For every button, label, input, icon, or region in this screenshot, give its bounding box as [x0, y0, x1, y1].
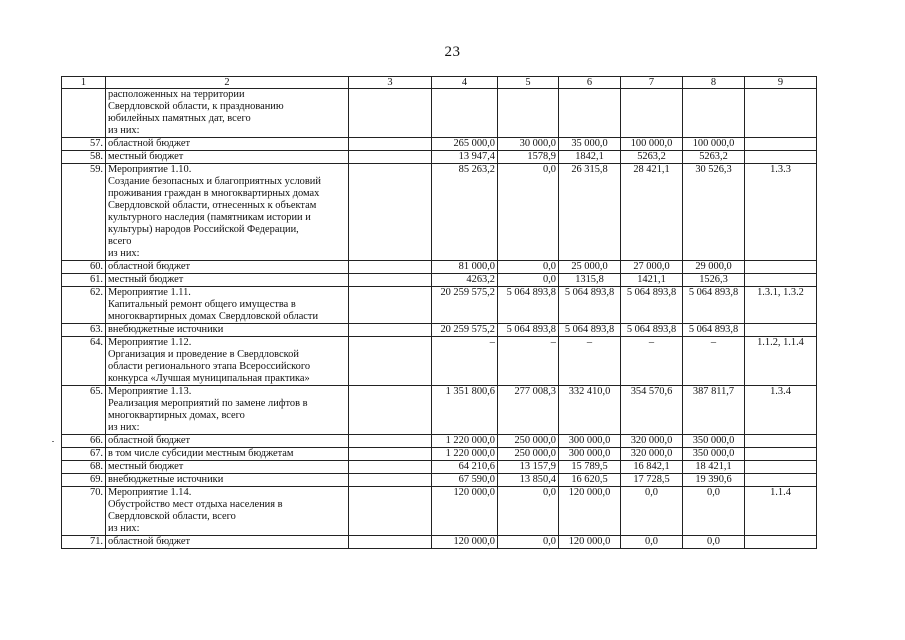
- row-number-cell: 68.: [62, 461, 106, 474]
- column-3-cell: [349, 435, 432, 448]
- year-1-cell: [498, 89, 559, 138]
- description-cell: [106, 461, 349, 474]
- column-header: 1: [62, 77, 106, 89]
- year-3-cell: 354 570,6: [621, 386, 683, 435]
- target-code-cell: [745, 448, 817, 461]
- description-line: внебюджетные источники: [108, 324, 224, 335]
- table-header-row: [62, 77, 817, 89]
- year-1-cell: –: [498, 337, 559, 386]
- total-cell: 120 000,0: [432, 536, 498, 549]
- description-line: Мероприятие 1.13.: [108, 386, 192, 397]
- column-header: 2: [106, 77, 349, 89]
- row-number-cell: 62.: [62, 287, 106, 324]
- year-2-cell: 332 410,0: [559, 386, 621, 435]
- target-code-cell: [745, 536, 817, 549]
- year-2-cell: 120 000,0: [559, 536, 621, 549]
- year-3-cell: 320 000,0: [621, 435, 683, 448]
- year-2-cell: 300 000,0: [559, 448, 621, 461]
- description-line: многоквартирных домах, всего: [108, 410, 245, 421]
- row-number-cell: 61.: [62, 274, 106, 287]
- year-4-cell: –: [683, 337, 745, 386]
- row-number-cell: 71.: [62, 536, 106, 549]
- column-header: 7: [621, 77, 683, 89]
- description-line: области регионального этапа Всероссийского: [108, 361, 311, 372]
- target-code-cell: 1.3.4: [745, 386, 817, 435]
- target-code-cell: [745, 435, 817, 448]
- description-line: областной бюджет: [108, 261, 191, 272]
- column-3-cell: [349, 337, 432, 386]
- column-3-cell: [349, 274, 432, 287]
- total-cell: 20 259 575,2: [432, 287, 498, 324]
- description-line: Мероприятие 1.11.: [108, 287, 191, 298]
- column-header: 6: [559, 77, 621, 89]
- row-number-cell: 69.: [62, 474, 106, 487]
- column-3-cell: [349, 287, 432, 324]
- column-3-cell: [349, 89, 432, 138]
- description-line: в том числе субсидии местным бюджетам: [108, 448, 294, 459]
- year-3-cell: 27 000,0: [621, 261, 683, 274]
- column-3-cell: [349, 461, 432, 474]
- table-row: [62, 274, 817, 287]
- total-cell: 85 263,2: [432, 164, 498, 261]
- column-3-cell: [349, 386, 432, 435]
- description-line: проживания граждан в многоквартирных домах: [108, 188, 320, 199]
- description-line: Свердловской области, отнесенных к объектам: [108, 200, 317, 211]
- column-header: 3: [349, 77, 432, 89]
- year-2-cell: [559, 89, 621, 138]
- column-3-cell: [349, 138, 432, 151]
- year-3-cell: 5 064 893,8: [621, 324, 683, 337]
- column-3-cell: [349, 324, 432, 337]
- description-line: юбилейных памятных дат, всего: [108, 113, 251, 124]
- year-1-cell: 250 000,0: [498, 448, 559, 461]
- year-4-cell: 18 421,1: [683, 461, 745, 474]
- table-row: [62, 164, 817, 261]
- description-cell: [106, 164, 349, 261]
- description-line: Организация и проведение в Свердловской: [108, 349, 299, 360]
- total-cell: 67 590,0: [432, 474, 498, 487]
- description-line: расположенных на территории: [108, 89, 245, 100]
- year-1-cell: 0,0: [498, 274, 559, 287]
- column-3-cell: [349, 487, 432, 536]
- description-cell: [106, 536, 349, 549]
- description-line: культурного наследия (памятникам истории и: [108, 212, 311, 223]
- table-row: [62, 536, 817, 549]
- target-code-cell: [745, 138, 817, 151]
- row-number-cell: [62, 89, 106, 138]
- column-header: 4: [432, 77, 498, 89]
- year-1-cell: 277 008,3: [498, 386, 559, 435]
- table-row: [62, 324, 817, 337]
- description-line: Мероприятие 1.12.: [108, 337, 192, 348]
- description-line: областной бюджет: [108, 138, 191, 149]
- description-line: из них:: [108, 248, 140, 259]
- page-number: 23: [444, 44, 461, 60]
- year-4-cell: 5 064 893,8: [683, 324, 745, 337]
- year-4-cell: 387 811,7: [683, 386, 745, 435]
- table-row: [62, 474, 817, 487]
- table-row: [62, 487, 817, 536]
- description-line: внебюджетные источники: [108, 474, 224, 485]
- year-4-cell: 29 000,0: [683, 261, 745, 274]
- column-3-cell: [349, 151, 432, 164]
- table-row: [62, 287, 817, 324]
- year-2-cell: 300 000,0: [559, 435, 621, 448]
- target-code-cell: [745, 324, 817, 337]
- description-line: местный бюджет: [108, 461, 184, 472]
- year-3-cell: 5263,2: [621, 151, 683, 164]
- year-3-cell: 0,0: [621, 536, 683, 549]
- description-cell: [106, 274, 349, 287]
- row-number-cell: 63.: [62, 324, 106, 337]
- year-3-cell: 28 421,1: [621, 164, 683, 261]
- description-line: местный бюджет: [108, 151, 184, 162]
- year-1-cell: 13 157,9: [498, 461, 559, 474]
- description-line: многоквартирных домах Свердловской области: [108, 311, 319, 322]
- year-1-cell: 1578,9: [498, 151, 559, 164]
- description-line: Капитальный ремонт общего имущества в: [108, 299, 296, 310]
- target-code-cell: 1.3.1, 1.3.2: [745, 287, 817, 324]
- description-line: Мероприятие 1.10.: [108, 164, 192, 175]
- target-code-cell: [745, 274, 817, 287]
- row-number-cell: 60.: [62, 261, 106, 274]
- year-1-cell: 0,0: [498, 487, 559, 536]
- description-cell: [106, 448, 349, 461]
- total-cell: [432, 89, 498, 138]
- description-cell: [106, 261, 349, 274]
- description-line: из них:: [108, 125, 140, 136]
- year-2-cell: 26 315,8: [559, 164, 621, 261]
- year-3-cell: 1421,1: [621, 274, 683, 287]
- year-3-cell: 17 728,5: [621, 474, 683, 487]
- year-2-cell: 5 064 893,8: [559, 324, 621, 337]
- target-code-cell: [745, 474, 817, 487]
- table-row: [62, 386, 817, 435]
- description-cell: [106, 138, 349, 151]
- total-cell: 64 210,6: [432, 461, 498, 474]
- description-cell: [106, 386, 349, 435]
- year-3-cell: [621, 89, 683, 138]
- table-row: [62, 151, 817, 164]
- row-number-cell: 57.: [62, 138, 106, 151]
- year-2-cell: 120 000,0: [559, 487, 621, 536]
- description-line: Свердловской области, к празднованию: [108, 101, 284, 112]
- year-4-cell: 0,0: [683, 536, 745, 549]
- year-4-cell: [683, 89, 745, 138]
- table-body: [62, 89, 817, 549]
- year-1-cell: 5 064 893,8: [498, 287, 559, 324]
- target-code-cell: [745, 461, 817, 474]
- table-row: [62, 461, 817, 474]
- description-line: областной бюджет: [108, 435, 191, 446]
- description-line: из них:: [108, 523, 140, 534]
- target-code-cell: 1.3.3: [745, 164, 817, 261]
- target-code-cell: [745, 261, 817, 274]
- table-row: [62, 337, 817, 386]
- description-cell: [106, 324, 349, 337]
- year-1-cell: 250 000,0: [498, 435, 559, 448]
- total-cell: 265 000,0: [432, 138, 498, 151]
- description-line: Создание безопасных и благоприятных условий: [108, 176, 321, 187]
- column-3-cell: [349, 448, 432, 461]
- column-3-cell: [349, 261, 432, 274]
- year-3-cell: 0,0: [621, 487, 683, 536]
- year-3-cell: 320 000,0: [621, 448, 683, 461]
- year-4-cell: 0,0: [683, 487, 745, 536]
- total-cell: 1 220 000,0: [432, 435, 498, 448]
- year-4-cell: 19 390,6: [683, 474, 745, 487]
- year-2-cell: –: [559, 337, 621, 386]
- description-cell: [106, 435, 349, 448]
- table-row: [62, 435, 817, 448]
- year-2-cell: 15 789,5: [559, 461, 621, 474]
- year-2-cell: 5 064 893,8: [559, 287, 621, 324]
- column-header: 8: [683, 77, 745, 89]
- row-number-cell: 65.: [62, 386, 106, 435]
- target-code-cell: [745, 89, 817, 138]
- target-code-cell: [745, 151, 817, 164]
- year-4-cell: 350 000,0: [683, 448, 745, 461]
- description-cell: [106, 337, 349, 386]
- year-3-cell: –: [621, 337, 683, 386]
- row-number-cell: 64.: [62, 337, 106, 386]
- year-3-cell: 16 842,1: [621, 461, 683, 474]
- description-cell: [106, 487, 349, 536]
- year-4-cell: 30 526,3: [683, 164, 745, 261]
- scan-mark: [52, 441, 54, 442]
- table-row: [62, 138, 817, 151]
- year-2-cell: 16 620,5: [559, 474, 621, 487]
- column-3-cell: [349, 536, 432, 549]
- total-cell: 1 351 800,6: [432, 386, 498, 435]
- year-4-cell: 5 064 893,8: [683, 287, 745, 324]
- table-row: [62, 89, 817, 138]
- total-cell: 120 000,0: [432, 487, 498, 536]
- year-2-cell: 1842,1: [559, 151, 621, 164]
- year-1-cell: 0,0: [498, 164, 559, 261]
- year-1-cell: 30 000,0: [498, 138, 559, 151]
- year-1-cell: 0,0: [498, 261, 559, 274]
- description-line: из них:: [108, 422, 140, 433]
- description-cell: [106, 151, 349, 164]
- description-line: областной бюджет: [108, 536, 191, 547]
- column-3-cell: [349, 164, 432, 261]
- description-cell: [106, 89, 349, 138]
- description-line: конкурса «Лучшая муниципальная практика»: [108, 373, 310, 384]
- total-cell: 20 259 575,2: [432, 324, 498, 337]
- description-line: Реализация мероприятий по замене лифтов в: [108, 398, 308, 409]
- year-1-cell: 5 064 893,8: [498, 324, 559, 337]
- year-2-cell: 1315,8: [559, 274, 621, 287]
- table-row: [62, 261, 817, 274]
- description-line: Обустройство мест отдыха населения в: [108, 499, 283, 510]
- year-4-cell: 1526,3: [683, 274, 745, 287]
- column-header: 5: [498, 77, 559, 89]
- description-line: Свердловской области, всего: [108, 511, 236, 522]
- year-4-cell: 100 000,0: [683, 138, 745, 151]
- year-1-cell: 13 850,4: [498, 474, 559, 487]
- year-2-cell: 25 000,0: [559, 261, 621, 274]
- year-4-cell: 5263,2: [683, 151, 745, 164]
- description-line: Мероприятие 1.14.: [108, 487, 192, 498]
- row-number-cell: 70.: [62, 487, 106, 536]
- total-cell: 1 220 000,0: [432, 448, 498, 461]
- year-1-cell: 0,0: [498, 536, 559, 549]
- column-3-cell: [349, 474, 432, 487]
- description-cell: [106, 474, 349, 487]
- total-cell: 81 000,0: [432, 261, 498, 274]
- year-2-cell: 35 000,0: [559, 138, 621, 151]
- row-number-cell: 67.: [62, 448, 106, 461]
- description-line: культуры) народов Российской Федерации,: [108, 224, 299, 235]
- target-code-cell: 1.1.2, 1.1.4: [745, 337, 817, 386]
- row-number-cell: 59.: [62, 164, 106, 261]
- description-line: местный бюджет: [108, 274, 184, 285]
- row-number-cell: 58.: [62, 151, 106, 164]
- description-cell: [106, 287, 349, 324]
- total-cell: –: [432, 337, 498, 386]
- row-number-cell: 66.: [62, 435, 106, 448]
- description-line: всего: [108, 236, 132, 247]
- table-row: [62, 448, 817, 461]
- column-header: 9: [745, 77, 817, 89]
- year-3-cell: 100 000,0: [621, 138, 683, 151]
- total-cell: 13 947,4: [432, 151, 498, 164]
- year-4-cell: 350 000,0: [683, 435, 745, 448]
- total-cell: 4263,2: [432, 274, 498, 287]
- year-3-cell: 5 064 893,8: [621, 287, 683, 324]
- target-code-cell: 1.1.4: [745, 487, 817, 536]
- budget-table: [61, 76, 817, 549]
